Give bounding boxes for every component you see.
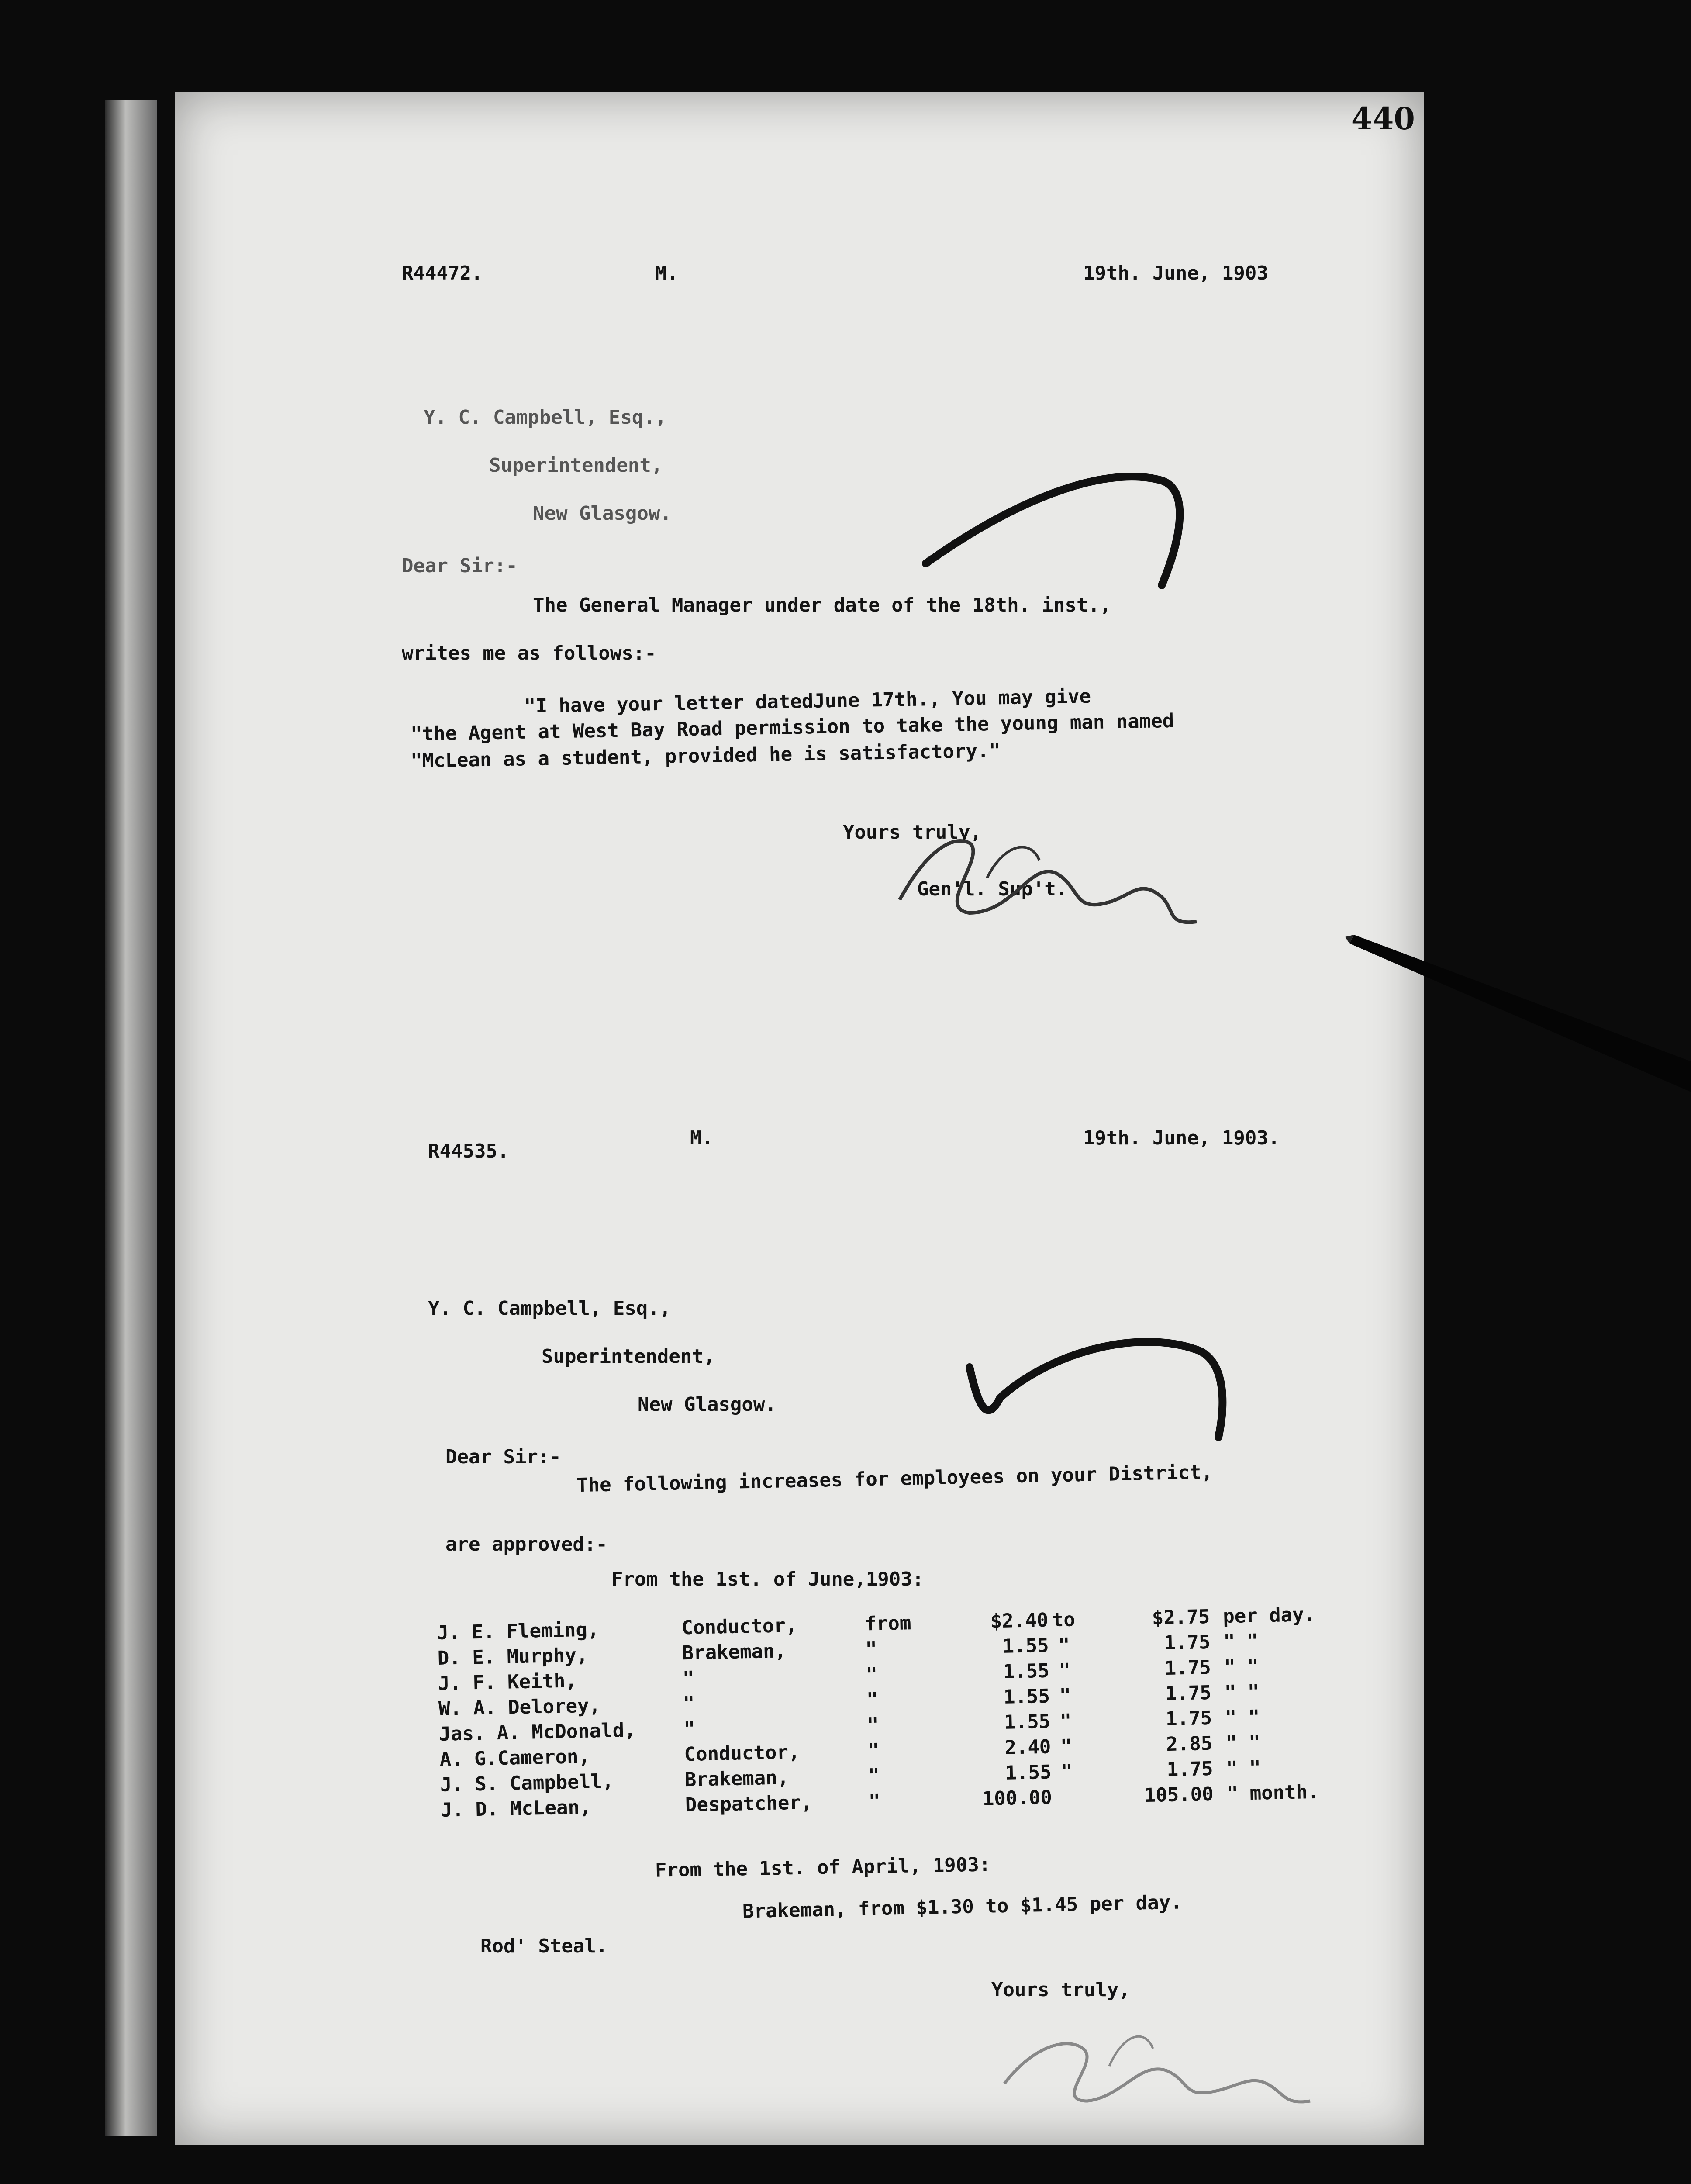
- letter2-title: Superintendent,: [542, 1345, 715, 1368]
- letter1-quote-line2: "the Agent at West Bay Road permission to take the young man named: [410, 709, 1174, 746]
- table-row: W. A. Delorey, " " 1.55 " 1.75 " ": [438, 1680, 1260, 1720]
- letter2-last-employee: Rod' Steal.: [480, 1935, 608, 1957]
- table-row: J. S. Campbell, Brakeman, " 1.55 " 1.75 " ": [440, 1756, 1261, 1796]
- table-row: J. D. McLean, Despatcher, " 100.00 105.00 " month.: [440, 1780, 1320, 1821]
- letterbook-page: [175, 92, 1424, 2145]
- letter1-reference: R44472.: [402, 262, 483, 284]
- letter2-body-line1: The following increases for employees on your District,: [576, 1461, 1213, 1497]
- letter2-body-line2: are approved:-: [445, 1533, 607, 1555]
- table-row: J. E. Fleming, Conductor, from $2.40 to $2.75 per day.: [437, 1603, 1316, 1644]
- pen-pointer: [1345, 917, 1691, 1092]
- letter2-closing: Yours truly,: [991, 1979, 1130, 2001]
- letter1-addressee: Y. C. Campbell, Esq.,: [424, 406, 667, 429]
- letter2-last-rate: Brakeman, from $1.30 to $1.45 per day.: [742, 1891, 1183, 1923]
- handwritten-signature-1: [873, 799, 1223, 943]
- letter2-section1-heading: From the 1st. of June,1903:: [611, 1568, 924, 1590]
- letter1-quote-line1: "I have your letter datedJune 17th., You may give: [524, 685, 1091, 718]
- pencil-tick-mark-1: [917, 454, 1223, 594]
- letter1-title: Superintendent,: [489, 454, 663, 477]
- pencil-tick-mark-2: [952, 1310, 1258, 1468]
- letter1-body-line2: writes me as follows:-: [402, 642, 656, 664]
- table-row: Jas. A. McDonald, " " 1.55 " 1.75 " ": [438, 1706, 1260, 1745]
- letter2-section2-heading: From the 1st. of April, 1903:: [655, 1853, 991, 1882]
- letter1-closing: Yours truly,: [843, 821, 982, 843]
- letter2-salutation: Dear Sir:-: [445, 1446, 561, 1468]
- letter1-place: New Glasgow.: [533, 502, 672, 525]
- letter2-mark: M.: [690, 1127, 713, 1149]
- table-row: D. E. Murphy, Brakeman, " 1.55 " 1.75 " ": [437, 1630, 1259, 1669]
- letter2-addressee: Y. C. Campbell, Esq.,: [428, 1297, 671, 1320]
- letter1-date: 19th. June, 1903: [1083, 262, 1268, 284]
- table-row: J. F. Keith, " " 1.55 " 1.75 " ": [438, 1655, 1259, 1695]
- salary-increase-table: [437, 1602, 1327, 1823]
- book-binding: [105, 100, 157, 2136]
- letter2-reference: R44535.: [428, 1140, 509, 1162]
- letter1-mark: M.: [655, 262, 678, 284]
- page-number: 440: [1351, 100, 1415, 137]
- letter1-quote-line3: "McLean as a student, provided he is satisfactory.": [410, 740, 1001, 772]
- letter2-place: New Glasgow.: [638, 1393, 776, 1416]
- table-row: A. G.Cameron, Conductor, " 2.40 " 2.85 " ": [439, 1731, 1261, 1771]
- letter1-salutation: Dear Sir:-: [402, 555, 518, 577]
- letter2-date: 19th. June, 1903.: [1083, 1127, 1280, 1149]
- letter1-signoff: Gen'l. Sup't.: [917, 878, 1068, 900]
- handwritten-signature-2: [978, 1996, 1328, 2118]
- letter1-body-line1: The General Manager under date of the 18th. inst.,: [533, 594, 1111, 616]
